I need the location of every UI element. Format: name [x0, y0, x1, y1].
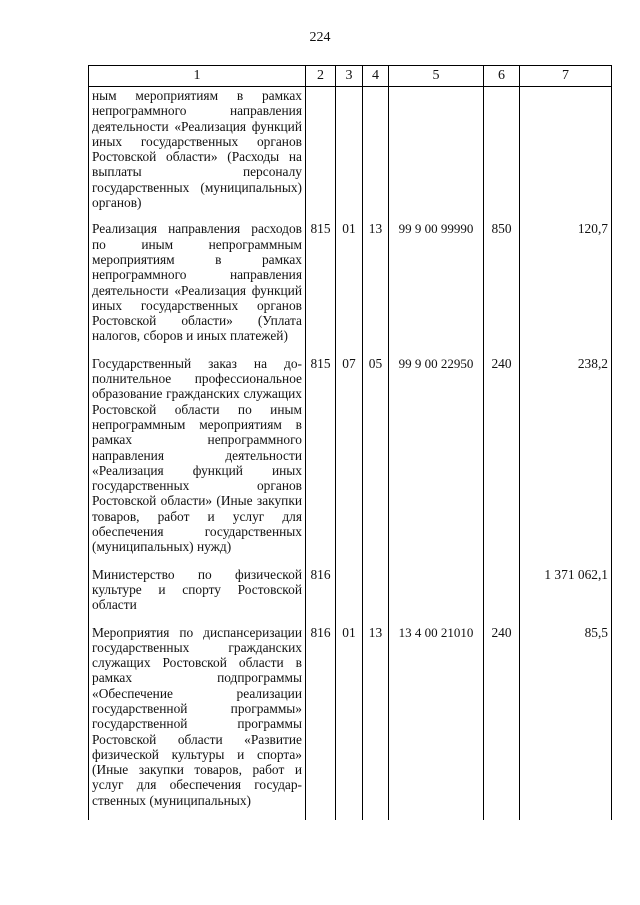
target-code: 99 9 00 22950: [389, 356, 484, 567]
table-header: [89, 66, 612, 87]
section-code: [336, 567, 363, 625]
column-header-3: 3: [336, 66, 363, 87]
ministry-code: [306, 87, 336, 222]
row-description: Министерство по физической культуре и спорту Ростовской области: [89, 567, 306, 625]
row-description: Мероприятия по диспансеризации государственных гражданских служащих Ростовской области в рамках подпрограммы «Обеспечение реализации государственной программы» государственной программы Ростовской области «Развитие физической культуры и спорта» (Иные закупки товаров, работ и услуг для обеспечения государственных (муниципальных): [89, 625, 306, 821]
row-description: ным мероприятиям в рамках непрограммного направления деятельности «Реализация функций иных государственных органов Ростовской области» (Расходы на выплаты персоналу государственных (муниципальных) органов): [89, 87, 306, 222]
expense-type-code: 240: [484, 625, 520, 821]
expense-type-code: [484, 567, 520, 625]
row-description: Государственный заказ на дополнительное профессиональное образование гражданских служащих Ростовской области по иным непрограммным мероприятиям в рамках непрограммного направления деятельности «Реализация функций иных государственных органов Ростовской области» (Иные закупки товаров, работ и услуг для обеспечения государственных (муниципальных) нужд): [89, 356, 306, 567]
column-header-1: 1: [89, 66, 306, 87]
ministry-code: 815: [306, 221, 336, 355]
budget-table: [88, 65, 612, 820]
amount: 85,5: [520, 625, 612, 821]
column-header-7: 7: [520, 66, 612, 87]
amount: 1 371 062,1: [520, 567, 612, 625]
section-code: 01: [336, 221, 363, 355]
column-header-2: 2: [306, 66, 336, 87]
row-description: Реализация направления расходов по иным непрограммным мероприятиям в рамках непрограммного направления деятельности «Реализация функций иных государственных органов Ростовской области» (Уплата налогов, сборов и иных платежей): [89, 221, 306, 355]
target-code: 99 9 00 99990: [389, 221, 484, 355]
target-code: [389, 87, 484, 222]
header-row: [89, 66, 612, 87]
section-code: 01: [336, 625, 363, 821]
table-row: [89, 87, 612, 222]
column-header-5: 5: [389, 66, 484, 87]
ministry-code: 816: [306, 567, 336, 625]
table-row: [89, 567, 612, 625]
ministry-code: 816: [306, 625, 336, 821]
expense-type-code: 850: [484, 221, 520, 355]
target-code: [389, 567, 484, 625]
table-body: [89, 87, 612, 821]
expense-type-code: [484, 87, 520, 222]
page-number: 224: [309, 30, 331, 45]
table-row: [89, 356, 612, 567]
target-code: 13 4 00 21010: [389, 625, 484, 821]
amount: [520, 87, 612, 222]
amount: 120,7: [520, 221, 612, 355]
subsection-code: [363, 567, 389, 625]
column-header-4: 4: [363, 66, 389, 87]
column-header-6: 6: [484, 66, 520, 87]
subsection-code: 13: [363, 221, 389, 355]
table-row: [89, 221, 612, 355]
section-code: [336, 87, 363, 222]
subsection-code: [363, 87, 389, 222]
amount: 238,2: [520, 356, 612, 567]
section-code: 07: [336, 356, 363, 567]
expense-type-code: 240: [484, 356, 520, 567]
subsection-code: 13: [363, 625, 389, 821]
subsection-code: 05: [363, 356, 389, 567]
table-row: [89, 625, 612, 821]
ministry-code: 815: [306, 356, 336, 567]
